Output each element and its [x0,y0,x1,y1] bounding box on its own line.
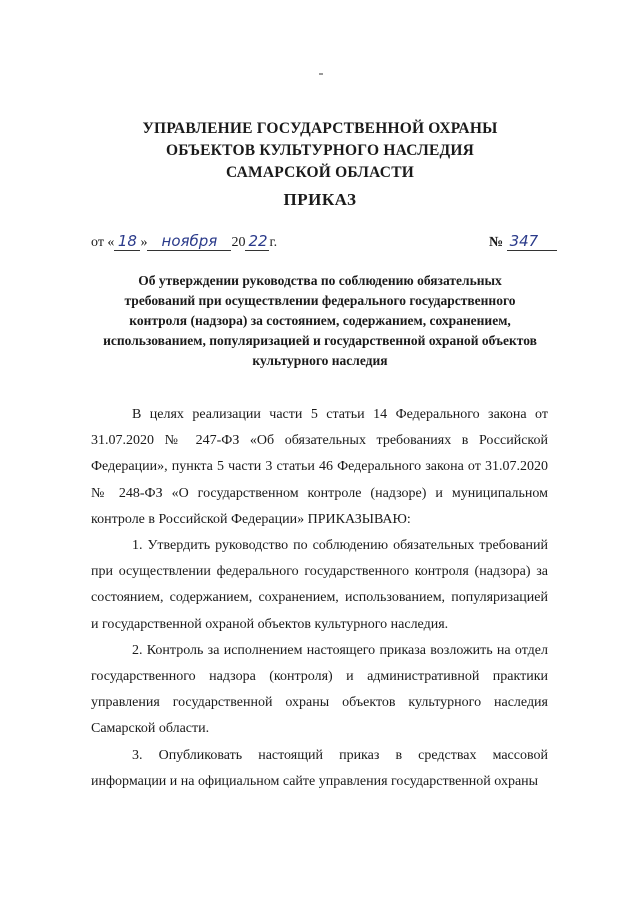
order-date [91,232,277,251]
subject-line-5: культурного наследия [252,353,388,368]
subject-line-2: требований при осуществлении федерального государственного [124,293,516,308]
subject-line-1: Об утверждении руководства по соблюдению обязательных [138,273,502,288]
date-suffix: г. [269,235,278,250]
subject-line-3: контроля (надзора) за состоянием, содержанием, сохранением, [129,313,511,328]
date-mid: » [140,235,148,250]
order-item-3: 3. Опубликовать настоящий приказ в средствах массовой информации и на официальном сайте управления государственной охраны [91,747,548,789]
scan-mark [319,73,323,75]
preamble-paragraph: В целях реализации части 5 статьи 14 Федерального закона от 31.07.2020 № 247-ФЗ «Об обязательных требованиях в Российской Федерации», пункта 5 части 3 статьи 46 Федерального закона от 31.07.2020 № 248-ФЗ «О государственном контроле (надзоре) и муниципальном контроле в Российской Федерации» ПРИКАЗЫВАЮ: [91,407,548,527]
org-line-1: УПРАВЛЕНИЕ ГОСУДАРСТВЕННОЙ ОХРАНЫ [142,120,498,137]
org-line-2: ОБЪЕКТОВ КУЛЬТУРНОГО НАСЛЕДИЯ [165,142,475,159]
date-month-handwritten: ноября [147,232,231,251]
organization-header [80,118,560,184]
order-item-2: 2. Контроль за исполнением настоящего приказа возложить на отдел государственного надзора (контроля) и административной практики управления государственной охраны объектов культурного наследия Самарской области. [91,642,548,737]
number-label: № [489,235,504,250]
org-line-3: САМАРСКОЙ ОБЛАСТИ [225,164,414,181]
date-prefix: от « [91,235,115,250]
date-day-handwritten: 18 [114,232,140,251]
subject-line-4: использованием, популяризацией и государственной охраной объектов [103,333,537,348]
document-body [91,402,548,795]
date-year-handwritten: 22 [245,232,269,251]
order-title: ПРИКАЗ [283,190,357,209]
document-subject [100,271,540,371]
order-item-1: 1. Утвердить руководство по соблюдению обязательных требований при осуществлении федерального государственного контроля (надзора) за состоянием, содержанием, сохранением, использованием, популяризацией и государственной охраной объектов культурного наследия. [91,538,548,632]
number-handwritten: 347 [507,232,557,251]
order-number [489,232,557,251]
date-year-prefix: 20 [231,235,246,250]
